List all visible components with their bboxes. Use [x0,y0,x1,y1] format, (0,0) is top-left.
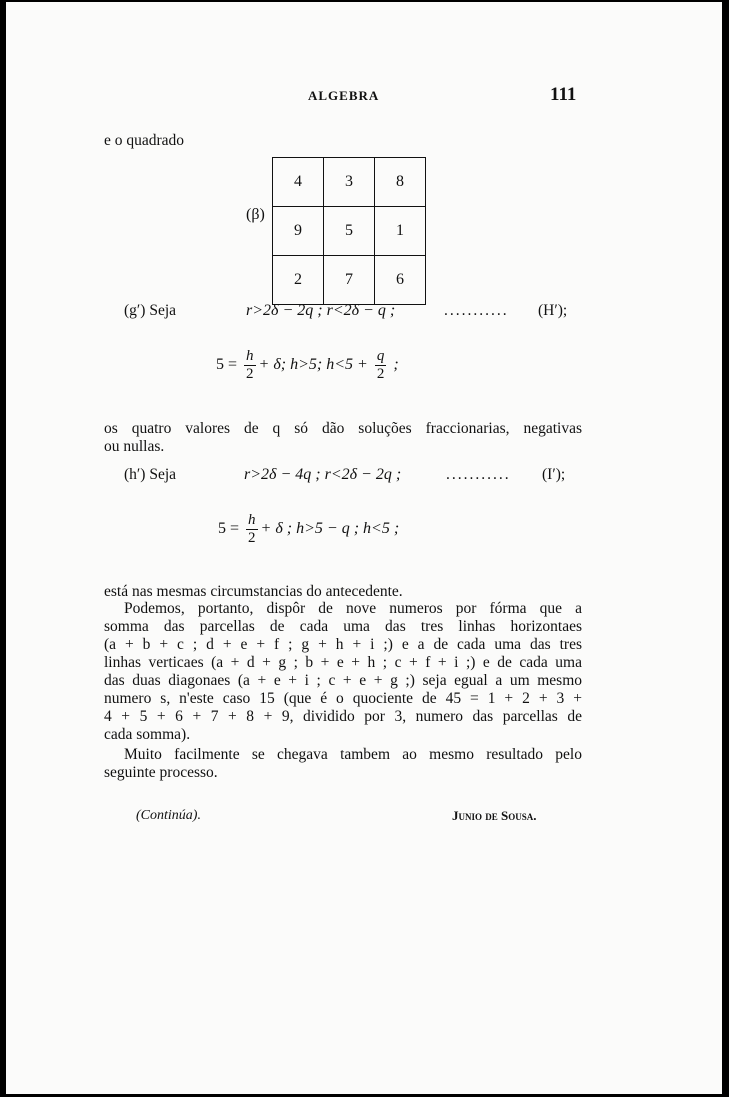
case-g-equation [216,348,399,383]
case-g-label: (g′) Seja [124,302,177,319]
square-cell: 8 [375,158,426,207]
square-cell: 4 [273,158,324,207]
note-g-line1: os quatro valores de q só dão soluções fraccionarias, negativas [104,420,582,437]
magic-square [272,157,426,305]
case-h-label: (h′) Seja [124,466,177,483]
frac-den: 2 [248,530,256,546]
body-p2-last: cada somma). [104,726,191,743]
note-g-line2: ou nullas. [104,438,165,455]
fraction [244,348,256,383]
body-p2-line: Podemos, portanto, dispôr de nove numeros por fórma que a [124,600,582,617]
square-row [273,158,426,207]
document-page [6,2,722,1094]
square-cell: 3 [324,158,375,207]
fraction [375,348,387,383]
case-h-dots: ........... [446,466,511,483]
square-cell: 2 [273,256,324,305]
case-h-condition: r>2δ − 4q ; r<2δ − 2q ; [244,466,402,483]
eq-end: ; [389,356,399,374]
body-p2-line: numero s, n'este caso 15 (que é o quociente de 45 = 1 + 2 + 3 + [104,690,582,707]
body-p2-line: 4 + 5 + 6 + 7 + 8 + 9, dividido por 3, numero das parcellas de [104,708,582,725]
fraction [246,512,258,547]
frac-num: h [248,512,256,528]
page-number: 111 [550,84,577,105]
author-signature: Junio de Sousa. [452,808,537,823]
body-p2-line: somma das parcellas de cada uma das tres linhas horizontaes [104,618,582,635]
continues-note: (Continúa). [136,808,201,823]
square-row [273,207,426,256]
case-g-condition: r>2δ − 2q ; r<2δ − q ; [246,302,396,319]
square-label: (β) [246,206,265,223]
frac-num: h [246,348,254,364]
body-p2-line: (a + b + c ; d + e + f ; g + h + i ;) e a de cada uma das tres [104,636,582,653]
body-p2-line: das duas diagonaes (a + e + i ; c + e + g ;) seja egual a um mesmo [104,672,582,689]
square-row [273,256,426,305]
square-cell: 6 [396,271,404,288]
frac-num: q [376,348,385,364]
intro-line: e o quadrado [104,132,185,149]
body-p3-line: Muito facilmente se chegava tambem ao mesmo resultado pelo [124,746,582,763]
frac-den: 2 [246,366,254,382]
case-g-dots: ........... [444,302,509,319]
square-cell: 9 [273,207,324,256]
body-p1: está nas mesmas circumstancias do antecedente. [104,583,403,600]
square-cell: 5 [324,207,375,256]
case-h-equation [218,512,399,547]
eq-left: 5 = [216,356,242,374]
eq-mid: + δ; h>5; h<5 + [258,356,372,374]
running-header: ALGEBRA [308,88,380,103]
body-p3-last: seguinte processo. [104,764,218,781]
square-cell: 7 [324,256,375,305]
body-p2-line: linhas verticaes (a + d + g ; b + e + h ; c + f + i ;) e de cada uma [104,654,582,671]
frac-den: 2 [376,366,385,382]
eq-left: 5 = [218,520,244,538]
eq-rest: + δ ; h>5 − q ; h<5 ; [260,520,400,538]
case-h-ref: (I′); [542,466,566,483]
square-cell: 1 [375,207,426,256]
case-g-ref: (H′); [538,302,568,319]
